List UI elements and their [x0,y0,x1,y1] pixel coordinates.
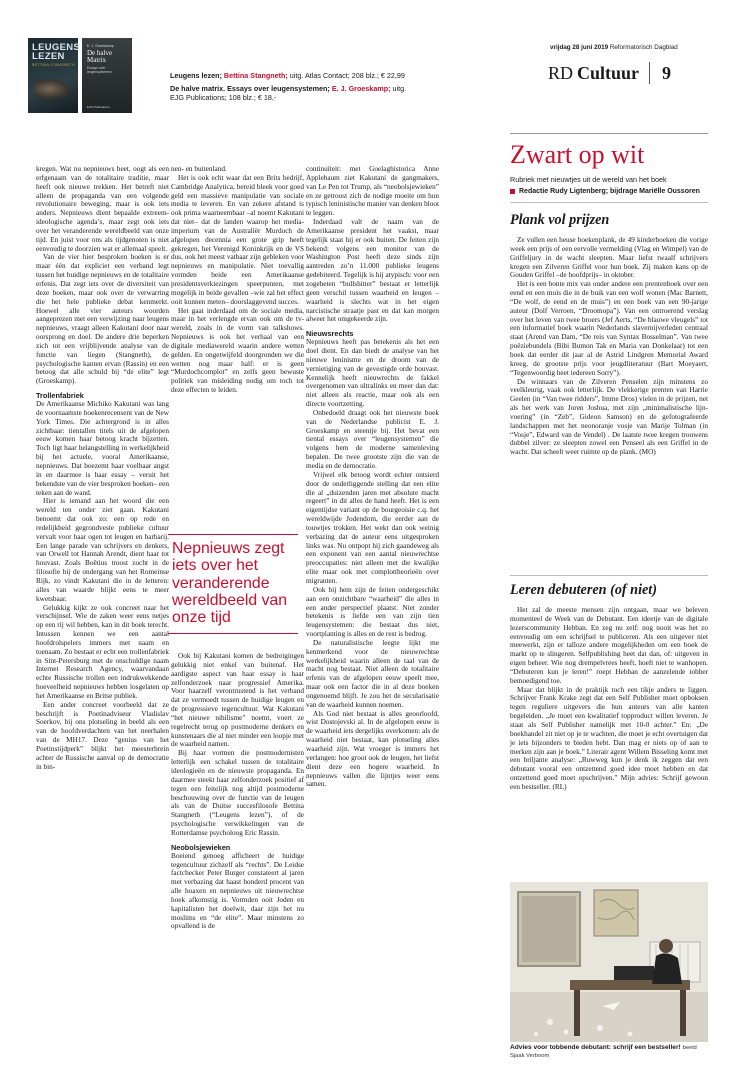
section-rd: RD [548,62,574,83]
editorial-credit-text: Redactie Rudy Ligtenberg; bijdrage Mariëlle Oussoren [519,188,700,195]
plank-text [510,236,708,457]
debut-text [510,606,708,792]
paragraph: Gelukkig kijkt ze ook concreet naar het verschijnsel. Wie de zaken weer eens netjes op een rij wil hebben, kan in dit boek terecht. Intussen kennen we een aantal hoofdrolspelers immers met naam en toenaam. Zo bestaat er echt een trollenfabriek in Sint-Petersburg met de onschuldige naam Internet Research Agency, waarvandaan echte Russische trollen een indrukwekkende hoeveelheid nepnieuws hebben losgelaten op het Amerikaanse en Britse publiek. [36,603,169,700]
dog-image [34,78,72,100]
paragraph: Het zal de meeste mensen zijn ontgaan, maar we beleven momenteel de Week van de Debutant. Een ideetje van de digitale lezerscommunity Hebban. En zeg nu zelf: nog nooit was het zo eenvoudig om een schrijfsel te publiceren. Als een uitgever niet meewerkt, zijn er talloze andere mogelijkheden om een boek de markt op te slingeren. Selfpublishing heet dat dan, of: uitgeven in eigen beheer. Wie nog drempelvrees heeft, hoeft niet te wanhopen. “Debuteren kun je leren!” roept Hebban de aanzelende tobber bemoedigend toe. [510,606,708,685]
paragraph: De Amerikaanse Michiko Kakutani was lang de voornaamste boekenrecensent van de New York Times. Die achtergrond is in alles zichtbaar: tientallen titels uit de afgelopen eeuw komen haar betoog kracht bijzetten. Toch ligt haar belangstelling in werkelijkheid bij het actuele, vooral Amerikaanse, nepnieuws. Dat boezemt haar voelbaar angst in en daarmee is haar essay – veruit het bekendste van de vier besproken boeken– een teken aan de wand. [36,400,169,497]
book-cover-halve-matrix [82,38,132,113]
column-subtitle: Rubriek met nieuwtjes uit de wereld van het boek [510,175,667,184]
book-cover-author: BETTINA STANGNETH [32,63,75,67]
paragraph: kregen. Wat nu nepnieuws heet, oogt als een erfgenaam van de totalitaire traditie, maar heeft ook nieuwe trekken. Het betreft niet alleen de propaganda van een volgende revolutionaire beweging, maar is ook iets anders. Nepnieuws dient bepaalde extreem-ideologische agenda’s, maar zegt ook iets over het veranderende wereldbeeld van onze tijd. En juist voor ons als tijdgenoten is niet eenvoudig te doorzien wat er allemaal speelt. [36,165,169,253]
paragraph: Ook bij hem zijn de feiten ondergeschikt aan een onzichtbare “waarheid” die alles in een ander perspectief plaatst. Niet zonder betekenis is liefde een van zijn tien leugensystemen: die bestaat dus niet, voortplanting is alles en de rest is bedrog. [306,585,439,639]
divider [649,62,650,84]
divider [510,202,708,203]
paragraph: Als God niet bestaat is alles geoorloofd, wist Dostojevski al. In de afgelopen eeuw is de waarheid iets dergelijks overkomen: als de waarheid niet bestaat, kan plotseling alles waarheid zijn. Wat vroeger is immers het verlangen: hoe groot ook de leugen, het liefst dient deze een hogere waarheid. In nepnieuws vallen die lijntjes weer eens samen. [306,709,439,789]
paragraph: Ze vullen een heuse boekenplank, de 49 kinderboeken die vorige week een prijs of een eervolle vermelding (Vlag en Wimpel) van de Griffeljury in de wacht sleepten. Maar liefst twaalf schrijvers kregen een Zilveren Griffel voor hun boek. Zij maken kans op de Gouden Griffel –de hoofdprijs– in oktober. [510,236,708,280]
photo-credit: beeld Sjaak Verboom [510,1045,697,1059]
section-header [548,62,671,84]
book-cover-leugens-lezen [28,38,81,113]
divider [510,575,708,576]
pull-quote: Nepnieuws zegt iets over het veranderende wereldbeeld van onze tijd [168,534,298,634]
photo-caption [510,1044,708,1060]
paragraph: Hier is iemand aan het woord die een wereld ten onder ziet gaan. Kakutani benoemt dat ook zo: een op rede en redelijkheid gegrondveste publieke cultuur vervalt voor haar ogen tot leugen en barbarij. Een lange parade van schrijvers en denkers, van Orwell tot Hannah Arendt, dient haar tot houvast. Zoals Boëtius troost zocht in de filosofie bij de ondergang van het Romeinse Rijk, zo vindt Kakutani die in de letteren: alles van waarde blijkt eens te meer kwetsbaar. [36,497,169,603]
red-square-icon [510,189,515,194]
paragraph: Het is ook echt waar dat een Brits bedrijf, Cambridge Analytica, bereid bleek voor goed geld een massieve manipulatie van sociale media te leveren. En van zekere afstand is ook prima waarneembaar –al noemt Kakutani dat niet– dat de landen waarop het media-imperium van de Australiër Murdoch de afgelopen decennia een grote grip heeft gekregen, het Verenigd Koninkrijk en de VS dus, ook het meest vatbaar zijn gebleken voor nepnieuws en manipulatie. Niet toevallig vormden beide een Amerikaanse presidentsverkiezingen speerpunten, met mogelijk in beide gevallen –wie zal het effect ooit kunnen meten– doorslaggevend succes. [171,173,304,306]
paragraph: Bij haar vormen die postmodernisten letterlijk een schakel tussen de totalitaire ideologieën en de nieuwste propaganda. En daarmee steekt haar zelfonderzoek positief af tegen een feitelijk nog altijd postmoderne beschouwing over de functie van de leugen als van de Duitse succesfilosofe Bettina Stangneth (“Leugens lezen”), of de psychologische verwikkelingen van de Rotterdamse psycholoog Eric Rassin. [171,749,304,837]
book-cover-publisher: EJG Publications [87,105,110,109]
book-cover-title: De halve Matrix [87,49,113,64]
paragraph: Nepnieuws heeft pas betekenis als het een doel dient. En dan biedt de analyse van het nieuwe leninisme en de droom van de vernietiging van de gevestigde orde houvast. Kennelijk heeft nieuwrechts de fakkel overgenomen van ultralinks en meer dan dat: niet alleen als reactie, maar ook als een directe voortzetting. [306,338,439,409]
article-column-3 [306,165,439,789]
dateline [550,44,678,51]
paragraph: nen- en buitenland. [171,165,227,173]
column-title: Zwart op wit [510,140,645,169]
article-column-2-lower [171,652,304,931]
books-info [170,71,460,103]
divider [510,133,708,134]
writer-at-desk-image [510,882,708,1042]
book-details-1: uitg. Atlas Contact; 208 blz.; € 22,99 [287,71,405,80]
paragraph: Boeiend genoeg afficheert de huidige tegencultuur zichzelf als “rechts”. De Leidse factchecker Peter Burger constateert al jaren met verbazing dat haast honderd procent van alle hoaxen en nepnieuws uit nieuwrechtse hoek afkomstig is. Vormden ooit Joden en kapitalisten het doelwit, daar zijn het nu moslims en “de elite”. Maar minstens zo opvallend is de [171,851,304,931]
date: vrijdag 28 juni 2019 [550,44,609,51]
paragraph: Van de vier hier besproken boeken is er maar één dat expliciet een verband legt tussen het huidige nepnieuws en de totalitaire erfenis. Dat zegt iets over de diversiteit van deze boeken, maar ook over de verwarring die het hele publieke debat kenmerkt. Hoewel alle vier auteurs woorden aangeprezen met een verwijzing naar leugens nepnieuws, vraagt alleen Kakutani door naar oorsprong en doel. De andere drie beperken zich tot een vrijblijvende analyse van de functie van liegen (Stangneth), de psychologische kanten ervan (Rassin) en een betoog dat alle schuld bij “de elite” legt (Groeskamp). [36,253,169,386]
subheading: Neobolsjewieken [171,842,231,852]
article-column-1 [36,165,169,772]
book-cover-subtitle: Essays over leugensystemen [87,66,112,74]
book-cover-title: LEUGENS LEZEN [32,42,81,62]
section-name: Cultuur [577,62,640,83]
book-author-2: E. J. Groeskamp; [331,84,391,94]
paragraph: Het gaat inderdaad om de sociale media, maar in het verlengde ervan ook om de tv-wereld, zoals in de vorm van talkshows. Nepnieuws is ook het verhaal van een digitale mediawereld waarin andere wetten gelden. En ongetwijfeld doorgronden we die wetten nog maar half: er is geen “Murdochcomplot” en zelfs geen bewuste politiek van misleiding nodig om toch tot deze effecten te leiden. [171,306,304,395]
caption-text: Advies voor tobbende debutant: schrijf een bestseller! [510,1044,681,1051]
paragraph: De naturalistische leegte lijkt me kenmerkend voor de nieuwrechtse werkelijkheid waarin alleen de taal van de macht nog bestaat. Niet alleen de totalitaire erfenis van de afgelopen eeuw speelt mee, maar ook een factor die in al deze boeken ongenoemd blijft. Je zou het de secularisatie van de waarheid kunnen noemen. [306,638,439,709]
paragraph: continuïteit: met Goelaghistorica Anne Applebaum ziet Kakutani de gangmakers, van Le Pen tot Trump, als “neobolsjewieken” en ze getroost zich de nodige moeite om hun typisch leninistische manier van denken bloot te leggen. [306,165,439,218]
article-column-2 [171,165,304,395]
paragraph: Onbedoeld draagt ook het nieuwste boek van de Nederlandse publicist E. J. Groeskamp en steentje bij. Het bevat een tiental essays over “leugensystemen” die volgens hem de moderne samenleving bepalen. De twee grootste zijn die van de media en de democratie. [306,408,439,470]
editorial-credit [510,188,708,195]
book-title-1: Leugens lezen; [170,71,222,80]
paragraph: Het is een bonte mix van onder andere een prentenboek over een eend en een muis die in de buik van een wolf wonen (Mac Barnett, “De wolf, de eend en de muis”) en een boek van een 90-jarige auteur (Dolf Verroen, “Droomopa”). Van een ontroerend verslag over het leven van twee broers (Jef Aerts, “De blauwe vleugels” tot een informatief boek waarin Nederlands slavernijverleden centraal staat (Arend van Dam, “De reis van Syntax Bosselman”. Van twee poëziebundels (Bibi Bumon Tak en Maria van Donkelaar) tot een boek dat eerder dit jaar al de Astrid Lindgren Memorial Award kreeg, de grootste prijs voor jeugdliteratuur (Bart Moeyaert, “Tegenwoordig heet iedereen Sorry”). [510,280,708,377]
paragraph: Inderdaad valt de naam van de Amerikaanse president het vaakst, maar tegelijk staat hij er ook buiten. De feiten zijn bekend: volgens een monitor van de Washington Post heeft deze sinds zijn aantreden zo’n 11.000 publieke leugens gedebiteerd. Tegelijk is hij atypisch: voor een zogeheten “bullshitter” bestaat er letterlijk geen verschil tussen waarheid en leugen – waarheid is slechts wat in het eigen narcistische straatje past en dat kan morgen alweer het omgekeerde zijn. [306,218,439,324]
book-details-2b: EJG Publications; 108 blz.; € 18,- [170,93,277,103]
paragraph: Een ander concreet voorbeeld dat ze beschrijft is Poetinadviseur Vladislav Soerkov, bij ons plotseling in beeld als een van de hoofdverdachten van het neerhalen van de MH17. Deze “genius van het Poetinstijdperk” blijkt het meesterbrein achter de Russische aanval op de democratie in bin- [36,700,169,771]
plank-heading: Plank vol prijzen [510,212,610,228]
paragraph: Vrijwel elk betoog wordt echter ontsierd door de onderliggende stelling dat een elite die al „duizenden jaren met absolute macht regeert” in dit alles de hand heeft. Het is een eigentijdse variant op de bourgeoisie c.q. het wereldwijde Jodendom, die eerder aan de touwtjes trokken. Het wekt dan ook weinig verbazing dat de auteur eens uitgesproken links was. Nu ontpopt hij zich gaandeweg als een exponent van een aantal nieuwrechtse preoccupaties: niet alleen met die kwalijke elite maar ook met complottheorieën over migranten. [306,470,439,585]
writer-photo [510,882,708,1042]
paragraph: Maar dat blijkt in de praktijk toch een tikje anders te liggen. Schrijver Frank Krake zegt dat een Self Publisher moet opboksen tegen reguliere uitgevers die hun auteurs van alle kanten begeleiden. „Je moet een kwalitatief topproduct willen leveren. Je staat als Self Publisher namelijk met 10-0 achter.” En: „De boekhandel zit niet op je te wachten, die moet je echt overtuigen dat je iets bijzonders te bieden hebt. Dan mag er niets op of aan te merken zijn aan je boek.” Literair agent Willem Bisseling komt met een briljante analyse: „Ruwweg kun je denk ik zeggen dat een debutant vooral een ontzettend goed idee moet hebben en dat ontzettend goed moet opschrijven.” Mijn advies: Schrijf gewoon een bestseller. (RL) [510,685,708,791]
paragraph: Ook bij Kakutani komen de bedreigingen gelukkig niet enkel van buitenaf. Het aardigste aspect van haar essay is haar zelfonderzoek naar progressief Amerika. Voor haarzelf verontrustend is het verband dat ze vermoedt tussen de huidige leugen en de progressieve tegencultuur. Wat Kakutani “het nieuwe nihilisme” noemt, voert ze regelrecht terug op postmoderne denkers en kunstenaars die al niet minder een loopje met de waarheid namen. [171,652,304,749]
book-author-1: Bettina Stangneth; [223,71,288,80]
subheading: Nieuwsrechts [306,329,354,339]
subheading: Trollenfabriek [36,391,84,401]
paper-name: Reformatorisch Dagblad [609,44,678,51]
paragraph: De winnaars van de Zilveren Penselen zijn minstens zo veelkleurig, vaak ook letterlijk. De vlekkerige prenten van Harrie Geelen (in “Van twee ridders”, Imme Dros) vielen in de prijzen, net als het werk van Joren Joshua, met zijn „minimalistische lijnvoering” (in “Zeb”, Gideon Samson) en de gefotografeerde landschappen met het neonoranje vosje van Marije Tolman (in “Vosje”, Edward van de Vendel) . De laatste twee kregen trouwens dubbel zilver: ze sleepten zowel een Penseel als een Griffel in de wacht. Dat scheelt weer ruimte op de plank. (MO) [510,377,708,457]
book-details-2a: uitg. [390,84,407,94]
debut-heading: Leren debuteren (of niet) [510,582,657,598]
book-title-2: De halve matrix. Essays over leugensystemen; [170,84,330,94]
page-number: 9 [662,62,672,83]
book-cover-author: E. J. Groeskamp [87,44,114,48]
